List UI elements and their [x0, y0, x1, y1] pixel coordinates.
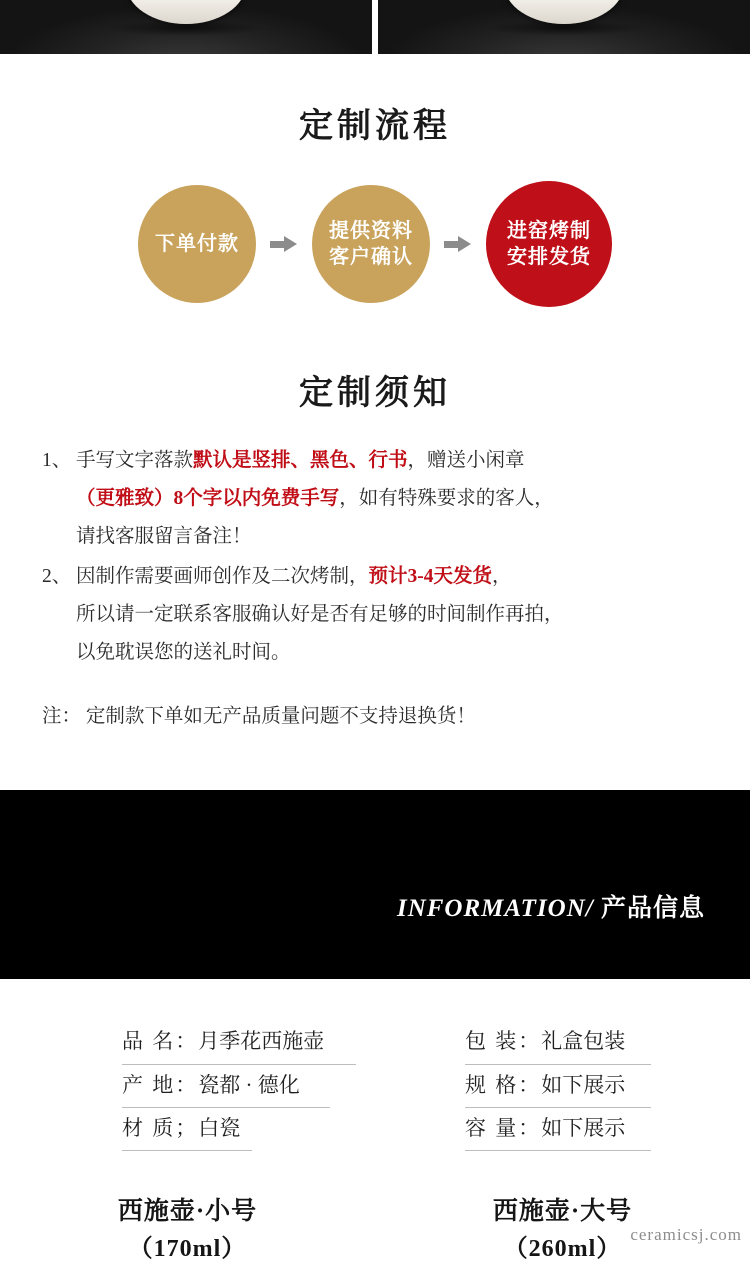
- notice-text-emphasis: 默认是竖排、黑色、行书: [193, 450, 408, 471]
- spec-value: 如下展示: [541, 1115, 626, 1140]
- spec-row: [465, 1108, 651, 1151]
- spec-value: 白瓷: [198, 1115, 241, 1140]
- process-step-2: [312, 185, 430, 303]
- spec-value: 礼盒包装: [541, 1029, 626, 1054]
- notice-line: [76, 634, 708, 672]
- notice-heading: 定制须知: [299, 375, 451, 412]
- notice-item-number: 1、: [42, 450, 72, 471]
- notice-item-number: 2、: [42, 566, 72, 588]
- information-title-en: INFORMATION/: [396, 895, 594, 923]
- notice-text: 以免耽误您的送礼时间。: [76, 642, 291, 664]
- notice-item: [42, 558, 708, 672]
- arrow-right-icon: [270, 236, 298, 252]
- notice-text-emphasis: 8个字以内免费手写: [173, 488, 340, 510]
- notice-text: ，: [492, 566, 512, 588]
- notice-line: [76, 442, 708, 480]
- notice-text-emphasis: 预计3-4天发货: [368, 566, 493, 588]
- spec-row: [122, 1065, 330, 1108]
- spec-key: 品 名：: [122, 1029, 199, 1054]
- information-band: [0, 790, 750, 979]
- information-title: [397, 888, 705, 924]
- spec-row: [122, 1108, 252, 1151]
- custom-process-section: [0, 54, 750, 736]
- specs-column-right: [407, 1021, 750, 1151]
- process-step-2-line2: 客户确认: [329, 246, 413, 268]
- notice-text: 所以请一定联系客服确认好是否有足够的时间制作再拍，: [76, 604, 564, 626]
- product-photo-right: [378, 0, 750, 54]
- process-step-3-line1: 进窑烤制: [507, 219, 591, 242]
- process-heading: 定制流程: [299, 108, 451, 145]
- size-option-small: [0, 1193, 375, 1267]
- process-step-3-line2: 安排发货: [507, 246, 591, 268]
- spec-row: [465, 1065, 651, 1108]
- spec-key: 规 格：: [465, 1072, 542, 1097]
- notice-line: [76, 518, 708, 556]
- notice-text: 请找客服留言备注！: [76, 526, 252, 548]
- notice-text-emphasis: （更雅致）: [76, 488, 174, 510]
- spec-row: [122, 1021, 356, 1064]
- size-option-large-name: 西施壶·大号: [492, 1198, 633, 1226]
- size-option-small-capacity: （170ml）: [128, 1235, 247, 1262]
- notice-text: ，赠送小闲章: [407, 450, 525, 471]
- product-photo-strip: [0, 0, 750, 54]
- spec-key: 产 地：: [122, 1072, 199, 1097]
- process-step-3: [486, 181, 612, 307]
- watermark: ceramicsj.com: [630, 1225, 742, 1244]
- process-step-1-line1: 下单付款: [155, 232, 239, 255]
- spec-key: 材 质；: [122, 1115, 199, 1140]
- process-step-1: [138, 185, 256, 303]
- spec-value: 如下展示: [541, 1072, 626, 1097]
- notice-text: 手写文字落款: [76, 450, 194, 471]
- spec-row: [465, 1021, 651, 1064]
- spec-value: 瓷都 · 德化: [198, 1072, 300, 1097]
- product-photo-left: [0, 0, 372, 54]
- notice-text: ，如有特殊要求的客人，: [339, 488, 554, 510]
- notice-line: [76, 596, 708, 634]
- arrow-right-icon: [444, 236, 472, 252]
- size-option-small-name: 西施壶·小号: [117, 1198, 258, 1226]
- notice-text: 因制作需要画师创作及二次烤制，: [76, 566, 369, 588]
- notice-item-body: [76, 558, 708, 672]
- spec-value: 月季花西施壶: [198, 1029, 325, 1054]
- notice-list: [42, 442, 708, 736]
- size-option-large-capacity: （260ml）: [503, 1235, 622, 1262]
- notice-line: [76, 558, 708, 596]
- information-title-cn: 产品信息: [593, 895, 705, 923]
- notice-line: [76, 480, 708, 518]
- notice-footnote: 注： 定制款下单如无产品质量问题不支持退换货！: [42, 706, 476, 728]
- notice-item-body: [76, 442, 708, 556]
- spec-key: 容 量：: [465, 1115, 542, 1140]
- notice-item: [42, 442, 708, 556]
- process-step-2-line1: 提供资料: [329, 219, 413, 242]
- product-specs: [0, 979, 750, 1151]
- specs-column-left: [0, 1021, 407, 1151]
- process-flow: [0, 181, 750, 307]
- spec-key: 包 装：: [465, 1029, 542, 1054]
